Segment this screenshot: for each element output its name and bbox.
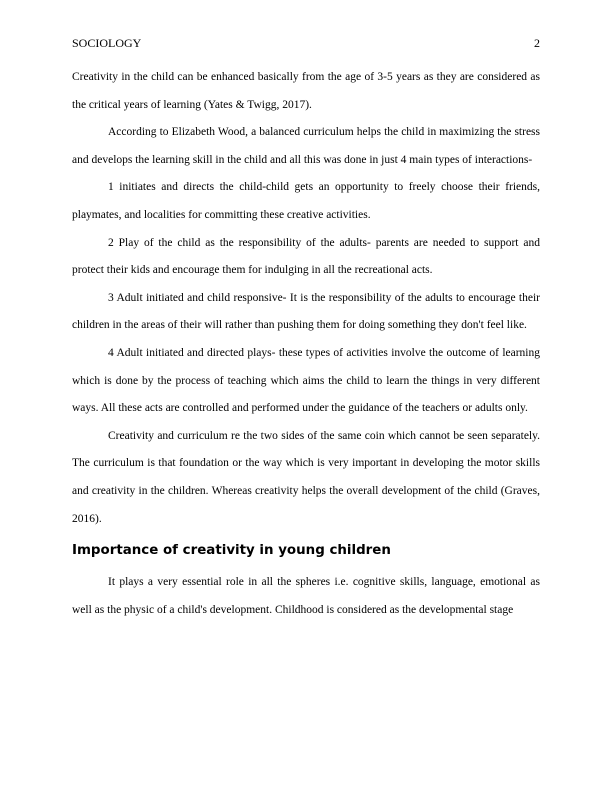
page-number: 2 [534,36,540,50]
running-head: SOCIOLOGY [72,36,142,50]
paragraph: Creativity and curriculum re the two sides of the same coin which cannot be seen separately. The curriculum is that foundation or the way which is very important in developing the motor skills and creativity in the children. Whereas creativity helps the overall development of the child (Graves, 2016). [72,429,540,525]
paragraph: 1 initiates and directs the child-child gets an opportunity to freely choose their friends, playmates, and localities for committing these creative activities. [72,181,540,221]
paragraph: Creativity in the child can be enhanced basically from the age of 3-5 years as they are considered as the critical years of learning (Yates & Twigg, 2017). [72,71,540,111]
body-text [72,64,540,624]
paragraph: 4 Adult initiated and directed plays- these types of activities involve the outcome of learning which is done by the process of teaching which aims the child to learn the things in very different ways. All these acts are controlled and performed under the guidance of the teachers or adults only. [72,346,540,415]
paragraph: 3 Adult initiated and child responsive- It is the responsibility of the adults to encourage their children in the areas of their will rather than pushing them for doing something they don't feel like. [72,291,540,332]
paragraph: It plays a very essential role in all the spheres i.e. cognitive skills, language, emotional as well as the physic of a child's development. Childhood is considered as the developmental stage [72,576,540,616]
section-heading: Importance of creativity in young children [72,543,391,559]
paragraph: According to Elizabeth Wood, a balanced curriculum helps the child in maximizing the stress and develops the learning skill in the child and all this was done in just 4 main types of interactions- [72,126,540,166]
paragraph: 2 Play of the child as the responsibility of the adults- parents are needed to support and protect their kids and encourage them for indulging in all the recreational acts. [72,236,540,277]
